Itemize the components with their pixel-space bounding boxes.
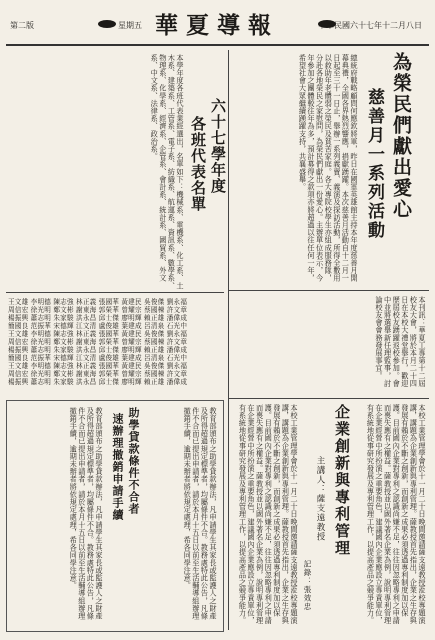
date-line: 中華民國六十七年十二月八日	[318, 21, 422, 30]
names-row: 簡國良 范振華 宋德輝 江文清 盧俊雄 葉建成 呂清泉 石光中	[8, 322, 188, 330]
names-row: 周信宏 徐光明 鄭文彬 謝東海 郭榮華 曾耀宗 蔡國棟 許文章	[8, 306, 188, 314]
headline-line-2: 各班代表名單	[189, 116, 207, 212]
headline-line-1: 助學貸款條件不合者	[127, 407, 140, 515]
article-loan-notice	[6, 400, 224, 632]
names-row: 楊振興 蕭志明 朱家駿 洪永昌 邱士傑 廖明輝 賴正雄 潘偉成	[8, 378, 188, 386]
names-row: 周信宏 徐光明 鄭文彬 謝東海 郭榮華 曾耀宗 蔡國棟 許文章	[8, 338, 188, 346]
masthead	[0, 0, 435, 46]
reporter: 記錄：張效忠	[303, 560, 312, 611]
article-body-right: 本校工業管理學會於十一月二十日晚間邀請薩支遠教授蒞校專題演講，講題為企業創新與專利管理。薩教授首先指出，企業之生存與發展有賴於不斷之創新，而創新之成果必須透過專利制度加以保護。目前國內企業對專利之認識尚嫌不足，往往因忽略專利之申請而喪失應有之權益。薩教授並以國外著名企業為例，說明專利管理在企業經營中所扮演之重要角色，建議國內企業應設立專責單位，有系統地從事研究發展及專利管理工作，以提高產品之競爭能力。	[366, 404, 427, 625]
newspaper-title: 華夏導報	[112, 8, 322, 38]
headline-line-1: 為榮民們獻出愛心	[390, 52, 412, 220]
right-news-text: 本刊訊：華夏工專第十二屆校友大會，將於本月二十四日在本校大禮堂舉行，歡迎歷屆校友踴躍返校參加。會中並將選舉新任理監事，討論校友會會務發展事宜。	[375, 296, 427, 388]
article-body-left: 本校工業管理學會於十一月二十日晚間邀請薩支遠教授蒞校專題演講，講題為企業創新與專利管理。薩教授首先指出，企業之生存與發展有賴於不斷之創新，而創新之成果必須透過專利制度加以保護。目前國內企業對專利之認識尚嫌不足，往往因忽略專利之申請而喪失應有之權益。薩教授並以國外著名企業為例，說明專利管理在企業經營中所扮演之重要角色，建議國內企業應設立專責單位，有系統地從事研究發展及專利管理工作，以提高產品之競爭能力。	[238, 404, 299, 625]
page-label: 第二版	[10, 21, 34, 30]
names-row: 王文雄 李明德 陳志強 林正義 張國華 黃建民 吳俊傑 劉永福	[8, 362, 188, 370]
names-row: 王文雄 李明德 陳志強 林正義 張國華 黃建民 吳俊傑 劉永福	[8, 330, 188, 338]
names-row: 簡國良 范振華 宋德輝 江文清 盧俊雄 葉建成 呂清泉 石光中	[8, 354, 188, 362]
headline: 企業創新與專利管理	[333, 404, 351, 557]
weekday: 星期五	[118, 21, 142, 30]
headline-line-1: 六十七學年度	[209, 98, 227, 194]
rule-divider	[228, 398, 429, 399]
names-row: 楊振興 蕭志明 朱家駿 洪永昌 邱士傑 廖明輝 賴正雄 潘偉成	[8, 346, 188, 354]
article-body-left: 教育部頒布之助學貸款辦法，凡申請學生其家長或監護人之財產及所得超過規定標準者，均屬條件不合。教務處特此公告，凡條件不合而已提出申請者，請於本月十五日以前至生活輔導組辦理撤銷手續，逾期未辦者將依規定處理，希各同學注意。	[69, 407, 104, 620]
masthead-rule	[6, 44, 429, 46]
names-row: 王文雄 李明德 陳志強 林正義 張國華 黃建民 吳俊傑 劉永福	[8, 298, 188, 306]
names-row: 楊振興 蕭志明 朱家駿 洪永昌 邱士傑 廖明輝 賴正雄 潘偉成	[8, 314, 188, 322]
names-list	[8, 298, 222, 390]
article-body: 總統府戰略顧問何應欽將軍，昨日在國軍英雄館主持本年度慈善月開幕典禮，全國各界熱烈響應，捐獻踴躍。本次慈善月活動自十二月一日起至三十一日止，舉辦一系列義賣、義演及探訪活動，所得全數用以救助年老體弱之榮民及貧苦家庭。各大專院校學生亦組成服務隊，分赴各地榮民之家慰問，為榮民們獻出一份愛心。主辦單位表示，今年參加之團體較往年為多，預計募得之款項亦將超過以往任何一年，希望社會大眾繼續踴躍支持，共襄盛舉。	[298, 54, 359, 282]
names-row: 周信宏 徐光明 鄭文彬 謝東海 郭榮華 曾耀宗 蔡國棟 許文章	[8, 370, 188, 378]
headline-line-2: 慈善月一系列活動	[364, 88, 384, 240]
article-body: 本學年度各班代表業經選出，名單如下：機械系、電機系、化工系、土木系、建築系、工管系、電子系、紡織系、航運系、資訊系、數學系、物理系、化學系、經濟系、企管系、會計系、統計系、國貿系、外文系、中文系、法律系、政治系。	[150, 54, 185, 290]
rule-divider	[6, 292, 224, 293]
rule-divider	[228, 290, 429, 291]
column-divider	[228, 50, 229, 630]
byline: 主講人：薩支遠教授	[315, 456, 325, 542]
article-body-right: 教育部頒布之助學貸款辦法，凡申請學生其家長或監護人之財產及所得超過規定標準者，均屬條件不合。教務處特此公告，凡條件不合而已提出申請者，請於本月十五日以前至生活輔導組辦理撤銷手續，逾期未辦者將依規定處理，希各同學注意。	[183, 407, 218, 620]
headline-line-2: 速辦理撤銷申請手續	[111, 413, 124, 521]
